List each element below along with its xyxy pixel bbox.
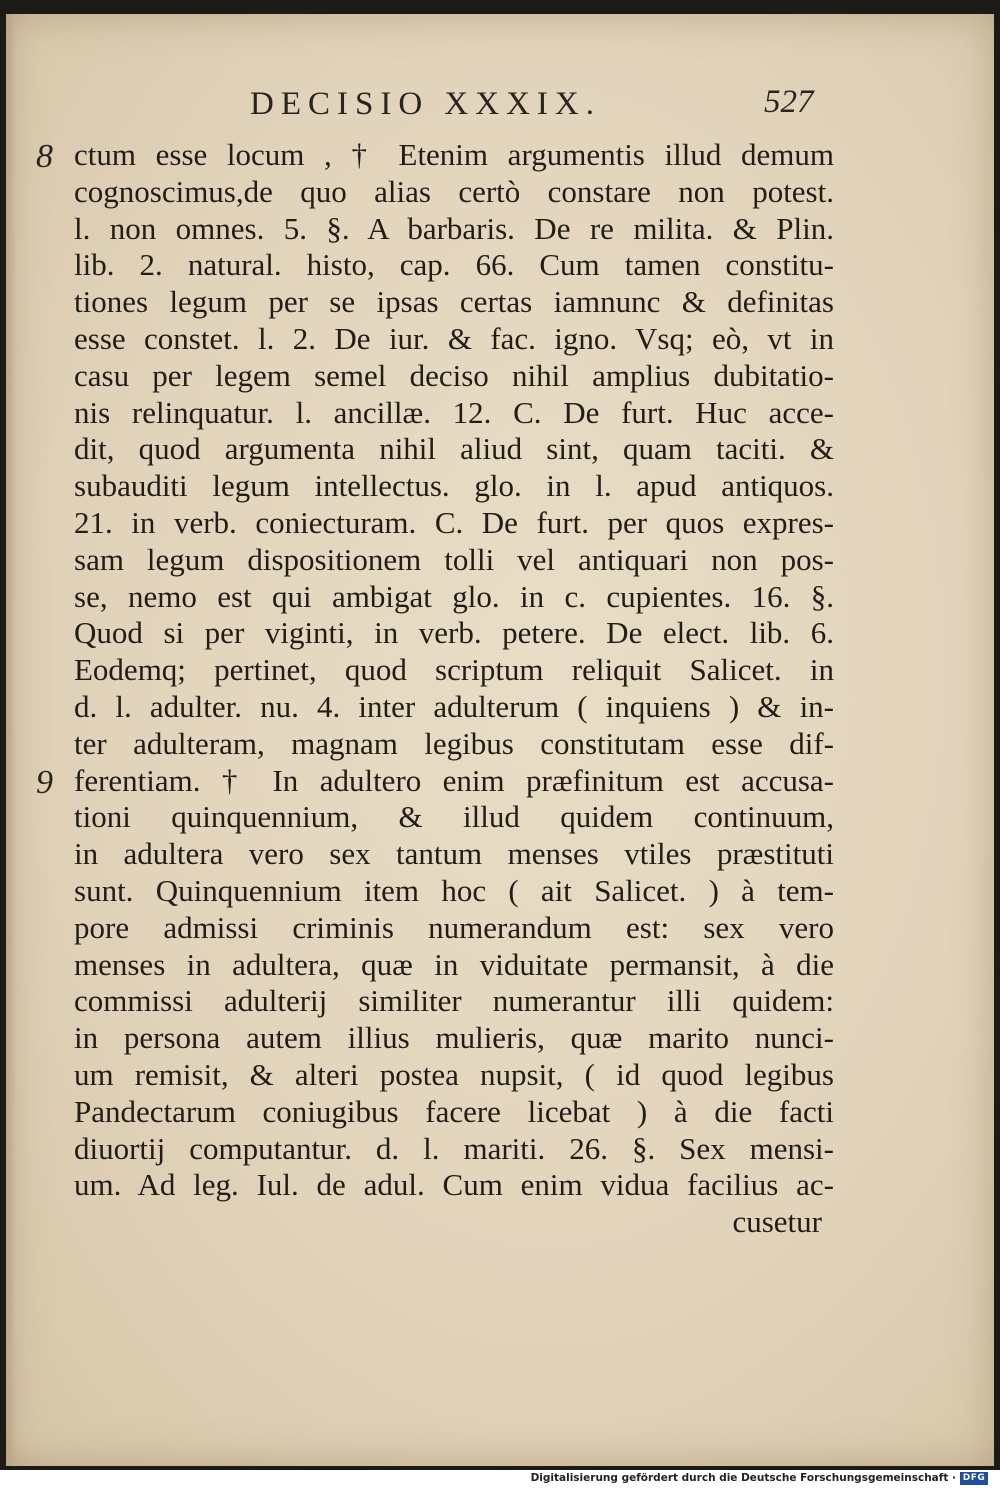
funding-credit: Digitalisierung gefördert durch die Deutsche Forschungsgemeinschaft · <box>530 1472 956 1484</box>
text-line: ter adulteram, magnam legibus constitutam esse dif- <box>74 725 834 761</box>
text-line: 21. in verb. coniecturam. C. De furt. per quos expres- <box>74 504 834 540</box>
text-line: um remisit, & alteri postea nupsit, ( id quod legibus <box>74 1056 834 1092</box>
text-line: Quod si per viginti, in verb. petere. De elect. lib. 6. <box>74 615 834 651</box>
text-line: in adultera vero sex tantum menses vtiles præstituti <box>74 836 834 872</box>
text-line: um. Ad leg. Iul. de adul. Cum enim vidua facilius ac- <box>74 1167 834 1203</box>
text-line: ctum esse locum , † Etenim argumentis illud demum <box>74 137 834 172</box>
footer-bar <box>0 1470 1000 1489</box>
text-line: sunt. Quinquennium item hoc ( ait Salicet. ) à tem- <box>74 872 834 908</box>
text-line: commissi adulterij similiter numerantur illi quidem: <box>74 983 834 1019</box>
catchword-line: cusetur <box>732 1204 822 1240</box>
dfg-logo: DFG <box>960 1472 988 1485</box>
text-line: diuortij computantur. d. l. mariti. 26. §. Sex mensi- <box>74 1130 834 1166</box>
page-edge <box>6 14 16 1466</box>
text-line: nis relinquatur. l. ancillæ. 12. C. De furt. Huc acce- <box>74 394 834 430</box>
text-line: menses in adultera, quæ in viduitate permansit, à die <box>74 946 834 982</box>
text-line: lib. 2. natural. histo, cap. 66. Cum tamen constitu- <box>74 247 834 283</box>
text-line: l. non omnes. 5. §. A barbaris. De re milita. & Plin. <box>74 210 834 246</box>
page-number: 527 <box>764 84 814 120</box>
text-line: Eodemq; pertinet, quod scriptum reliquit Salicet. in <box>74 652 834 688</box>
text-line: Pandectarum coniugibus facere licebat ) à die facti <box>74 1093 834 1129</box>
text-line: casu per legem semel deciso nihil amplius dubitatio- <box>74 357 834 393</box>
text-line: tioni quinquennium, & illud quidem continuum, <box>74 799 834 835</box>
text-line: cognoscimus,de quo alias certò constare non potest. <box>74 173 834 209</box>
text-line: dit, quod argumenta nihil aliud sint, quam taciti. & <box>74 431 834 467</box>
text-line: ferentiam. † In adultero enim præfinitum est accusa- <box>74 762 834 798</box>
text-line: esse constet. l. 2. De iur. & fac. igno. Vsq; eò, vt in <box>74 320 834 356</box>
margin-note-8: 8 <box>36 138 53 175</box>
body-text <box>74 137 834 1241</box>
text-line: d. l. adulter. nu. 4. inter adulterum ( inquiens ) & in- <box>74 688 834 724</box>
text-line: in persona autem illius mulieris, quæ marito nunci- <box>74 1020 834 1056</box>
text-line: pore admissi criminis numerandum est: sex vero <box>74 909 834 945</box>
margin-note-9: 9 <box>36 764 53 801</box>
running-title: DECISIO XXXIX. <box>250 86 601 122</box>
text-line: tiones legum per se ipsas certas iamnunc & definitas <box>74 284 834 320</box>
text-line: subauditi legum intellectus. glo. in l. apud antiquos. <box>74 468 834 504</box>
text-line: sam legum dispositionem tolli vel antiquari non pos- <box>74 541 834 577</box>
text-line: se, nemo est qui ambigat glo. in c. cupientes. 16. §. <box>74 578 834 614</box>
